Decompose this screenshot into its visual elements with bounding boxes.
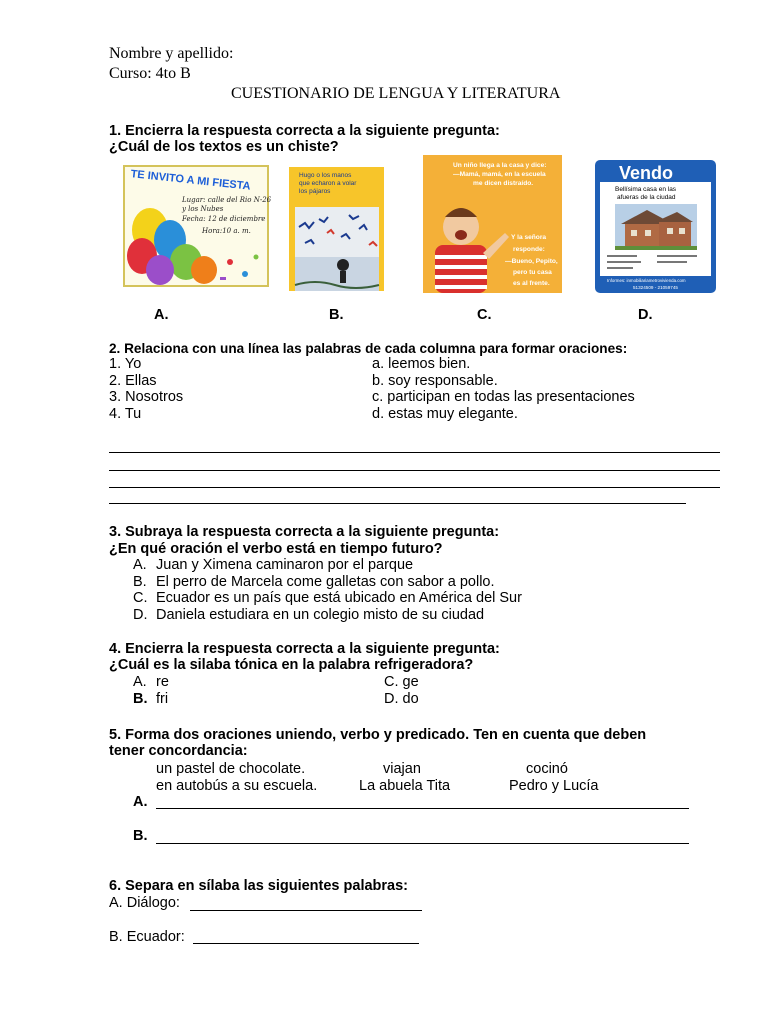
q6-b-label: B. Ecuador: [109, 929, 185, 945]
answer-line[interactable] [109, 452, 720, 453]
name-label: Nombre y apellido: [109, 45, 234, 62]
book-title-line: Hugo o los manos [299, 172, 352, 179]
q5-word: La abuela Tita [359, 778, 451, 794]
invitation-line: Hora:10 a. m. [202, 227, 251, 235]
q5-instruction-cont: tener concordancia: [109, 743, 248, 759]
document-title: CUESTIONARIO DE LENGUA Y LITERATURA [231, 85, 561, 102]
book-title-line: que echaron a volar [299, 180, 357, 187]
answer-line[interactable] [109, 487, 720, 488]
q2-right-item: b. soy responsable. [372, 373, 498, 389]
q4-option-c[interactable]: C. ge [384, 674, 419, 690]
q5-word: en autobús a su escuela. [156, 778, 318, 794]
q3-instruction: 3. Subraya la respuesta correcta a la siguiente pregunta: [109, 524, 500, 540]
q2-right-item: c. participan en todas las presentaciones [372, 389, 635, 405]
q4-option-b[interactable]: fri [156, 691, 169, 707]
q2-instruction: 2. Relaciona con una línea las palabras de cada columna para formar oraciones: [109, 341, 628, 356]
q5-word: Pedro y Lucía [509, 778, 599, 794]
q2-left-item: 3. Nosotros [109, 389, 184, 405]
q4-option-a[interactable]: re [156, 674, 169, 690]
invitation-image [120, 162, 272, 290]
q5-a-answer-line[interactable] [156, 808, 689, 809]
q5-b-label: B. [133, 828, 148, 844]
q3-option[interactable]: Ecuador es un país que está ubicado en América del Sur [156, 590, 522, 606]
answer-line[interactable] [109, 470, 720, 471]
house-ad-image [595, 160, 716, 293]
ad-phone: 51324509 - 21059745 [633, 285, 678, 290]
ad-line: Bellísima casa en las [615, 186, 677, 193]
q3-option[interactable]: Daniela estudiara en un colegio misto de su ciudad [156, 607, 485, 623]
q1-option-d[interactable]: D. [638, 307, 653, 323]
q5-a-label: A. [133, 794, 148, 810]
joke-line: es al frente. [513, 280, 550, 287]
q3-question: ¿En qué oración el verbo está en tiempo futuro? [109, 541, 443, 557]
q2-left-item: 1. Yo [109, 356, 142, 372]
q4-option-b-letter: B. [133, 691, 148, 707]
joke-line: —Bueno, Pepito, [505, 258, 558, 265]
q2-right-item: a. leemos bien. [372, 356, 471, 372]
joke-line: Y la señora [511, 234, 547, 241]
q6-a-answer-line[interactable] [190, 910, 422, 911]
invitation-line: Lugar: calle del Rio N-26 [182, 196, 272, 204]
q3-option-letter: C. [133, 590, 148, 606]
ad-line: afueras de la ciudad [617, 194, 676, 201]
q4-option-d[interactable]: D. do [384, 691, 419, 707]
invitation-line: y los Nubes [182, 205, 224, 213]
q4-option-a-letter: A. [133, 674, 147, 690]
invitation-heading: TE INVITO A MI FIESTA [130, 168, 252, 193]
q3-option-letter: B. [133, 574, 147, 590]
q4-instruction: 4. Encierra la respuesta correcta a la siguiente pregunta: [109, 641, 500, 657]
q6-instruction: 6. Separa en sílaba las siguientes palabras: [109, 878, 408, 894]
joke-line: pero tu casa [513, 269, 552, 276]
q5-instruction: 5. Forma dos oraciones uniendo, verbo y predicado. Ten en cuenta que deben [109, 727, 647, 743]
joke-image [423, 155, 562, 293]
ad-contact: Informes: inmobiliariametrovivienda.com [607, 278, 686, 283]
q4-question: ¿Cuál es la silaba tónica en la palabra refrigeradora? [109, 657, 474, 673]
q5-word: un pastel de chocolate. [156, 761, 306, 777]
q1-option-a[interactable]: A. [154, 307, 169, 323]
q6-b-answer-line[interactable] [193, 943, 419, 944]
joke-line: me dicen distraído. [473, 180, 534, 187]
book-cover-image [289, 167, 384, 291]
ad-heading: Vendo [619, 163, 674, 183]
q5-word: cocinó [526, 761, 568, 777]
q5-word: viajan [383, 761, 421, 777]
q1-option-b[interactable]: B. [329, 307, 344, 323]
book-title-line: los pájaros [299, 188, 331, 195]
course-label: Curso: 4to B [109, 65, 191, 82]
q2-left-item: 2. Ellas [109, 373, 157, 389]
q3-option-letter: A. [133, 557, 147, 573]
q1-instruction: 1. Encierra la respuesta correcta a la siguiente pregunta: [109, 123, 500, 139]
q2-right-item: d. estas muy elegante. [372, 406, 518, 422]
q1-option-c[interactable]: C. [477, 307, 492, 323]
joke-line: —Mamá, mamá, en la escuela [453, 171, 546, 178]
q3-option[interactable]: Juan y Ximena caminaron por el parque [156, 557, 414, 573]
q3-option[interactable]: El perro de Marcela come galletas con sabor a pollo. [156, 574, 495, 590]
q2-left-item: 4. Tu [109, 406, 142, 422]
q6-a-label: A. Diálogo: [109, 895, 180, 911]
answer-line[interactable] [109, 503, 686, 504]
q3-option-letter: D. [133, 607, 148, 623]
q5-b-answer-line[interactable] [156, 843, 689, 844]
joke-line: responde: [513, 246, 545, 253]
q1-question: ¿Cuál de los textos es un chiste? [109, 139, 339, 155]
invitation-line: Fecha: 12 de diciembre [182, 215, 266, 223]
joke-line: Un niño llega a la casa y dice: [453, 162, 547, 169]
